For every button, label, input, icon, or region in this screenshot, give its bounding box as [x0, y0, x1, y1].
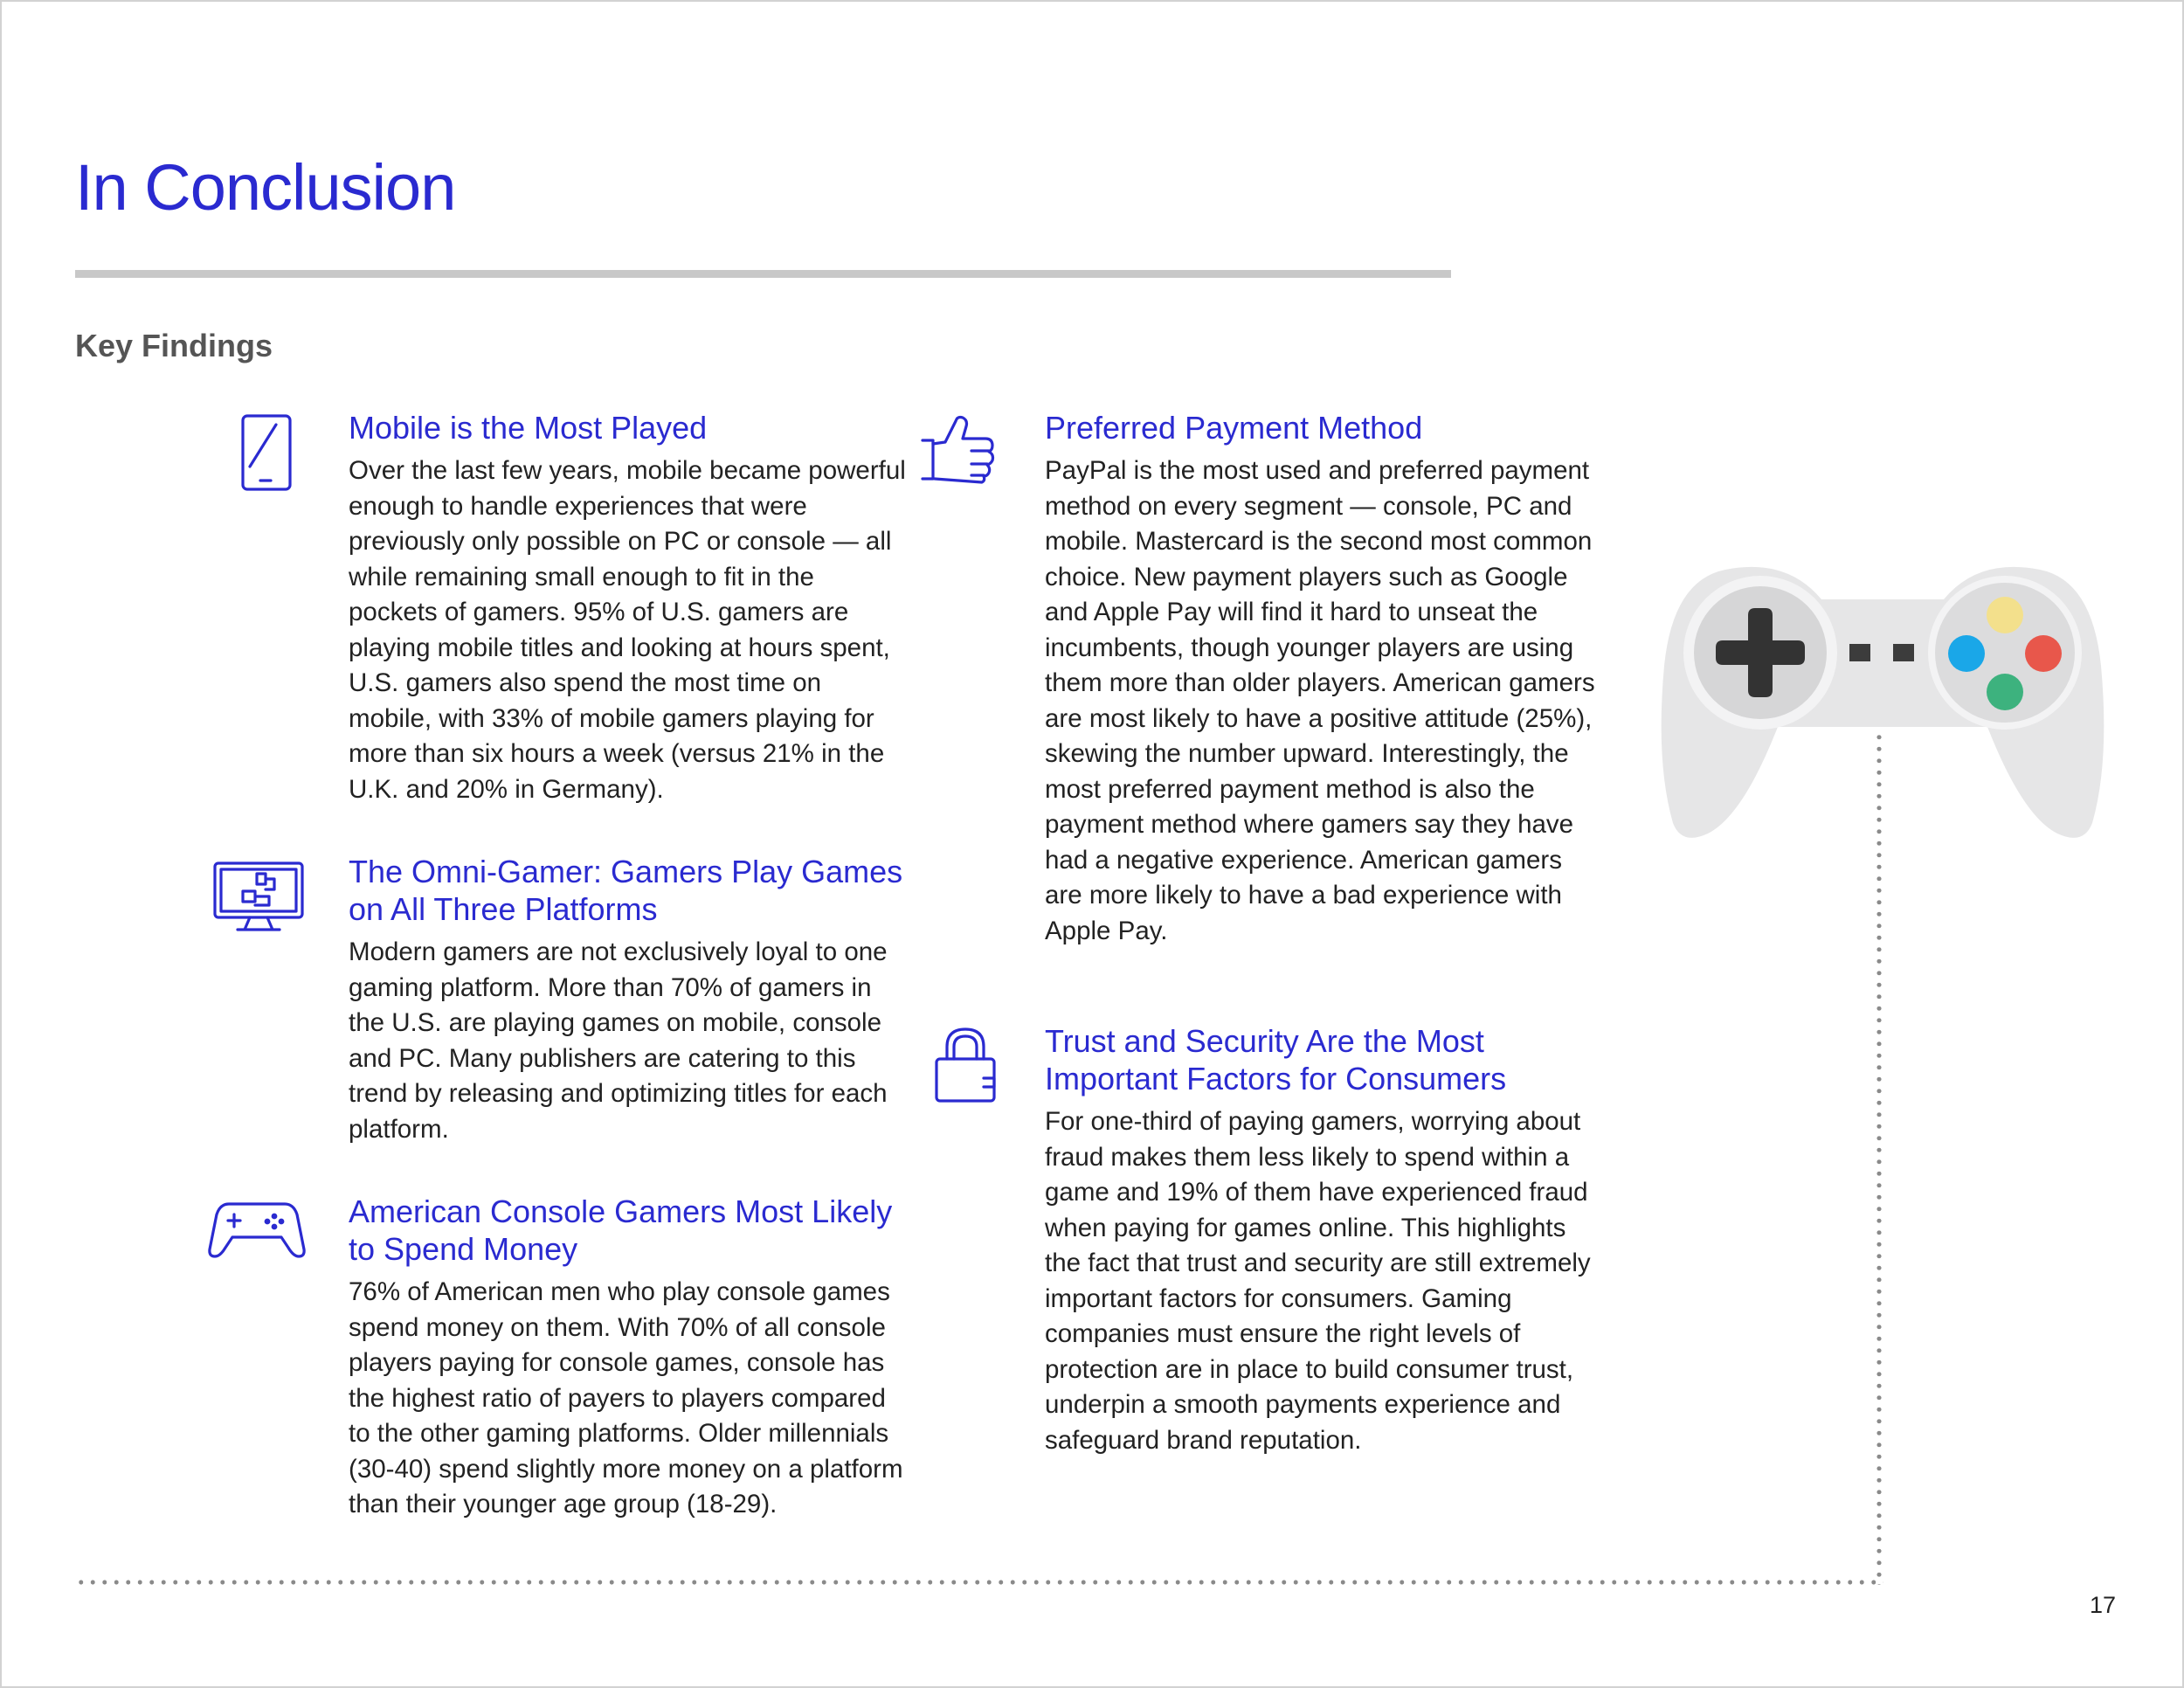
finding-body: For one-third of paying gamers, worrying about fraud makes them less likely to spend within a game and 19% of them have experienced fraud when paying for games online. This highlights the fact that trust and security are still extremely important factors for consumers. Gaming companies must ensure the right levels of protection are in place to build consumer trust, underpin a smooth payments experience and safeguard brand reputation.	[1045, 1107, 1591, 1455]
finding-body: 76% of American men who play console games spend money on them. With 70% of all console players paying for console games, console has the highest ratio of payers to players compared to the other gaming platforms. Older millennials (30-40) spend slightly more money on a platform than their younger age group (18-29).	[349, 1277, 903, 1519]
finding-trust-security	[1045, 1022, 1604, 1458]
finding-mobile	[349, 409, 908, 807]
title-divider	[75, 270, 1451, 278]
padlock-icon	[933, 1026, 998, 1106]
thumbs-up-icon	[919, 412, 998, 486]
finding-body: Over the last few years, mobile became powerful enough to handle experiences that were previously only possible on PC or console — all while remaining small enough to fit in the pockets of gamers. 95% of U.S. gamers are playing mobile titles and looking at hours spent, U.S. gamers also spend the most time on mobile, with 33% of mobile gamers playing for more than six hours a week (versus 21% in the U.K. and 20% in Germany).	[349, 456, 906, 804]
gamepad-icon	[208, 1199, 306, 1260]
finding-omni-gamer	[349, 853, 908, 1147]
dotted-connector-vertical	[1876, 731, 1882, 1585]
page-number: 17	[2090, 1592, 2117, 1618]
finding-heading: American Console Gamers Most Likely to Spend Money	[349, 1193, 893, 1267]
finding-heading: Mobile is the Most Played	[349, 410, 708, 446]
finding-payment	[1045, 409, 1604, 949]
monitor-game-icon	[211, 860, 306, 933]
finding-console	[349, 1193, 908, 1523]
page-title: In Conclusion	[75, 151, 456, 224]
finding-heading: Trust and Security Are the Most Important Factors for Consumers	[1045, 1023, 1507, 1097]
finding-body: PayPal is the most used and preferred payment method on every segment — console, PC and mobile. Mastercard is the second most common choice. New payment players such as Google and Apple Pay will find it hard to unseat the incumbents, though younger players are using them more than older players. American gamers are most likely to have a positive attitude (25%), skewing the number upward. Interestingly, the most preferred payment method is also the payment method where gamers say they have had a negative experience. American gamers are more likely to have a bad experience with Apple Pay.	[1045, 456, 1595, 945]
smartphone-icon	[238, 412, 295, 493]
finding-heading: The Omni-Gamer: Gamers Play Games on All Three Platforms	[349, 854, 903, 927]
dotted-connector-horizontal	[75, 1580, 1883, 1585]
finding-heading: Preferred Payment Method	[1045, 410, 1423, 446]
game-controller-illustration	[1655, 561, 2110, 841]
section-subheading: Key Findings	[75, 328, 273, 363]
finding-body: Modern gamers are not exclusively loyal to one gaming platform. More than 70% of gamers in the U.S. are playing games on mobile, console and PC. Many publishers are catering to this trend by releasing and optimizing titles for each platform.	[349, 937, 888, 1144]
